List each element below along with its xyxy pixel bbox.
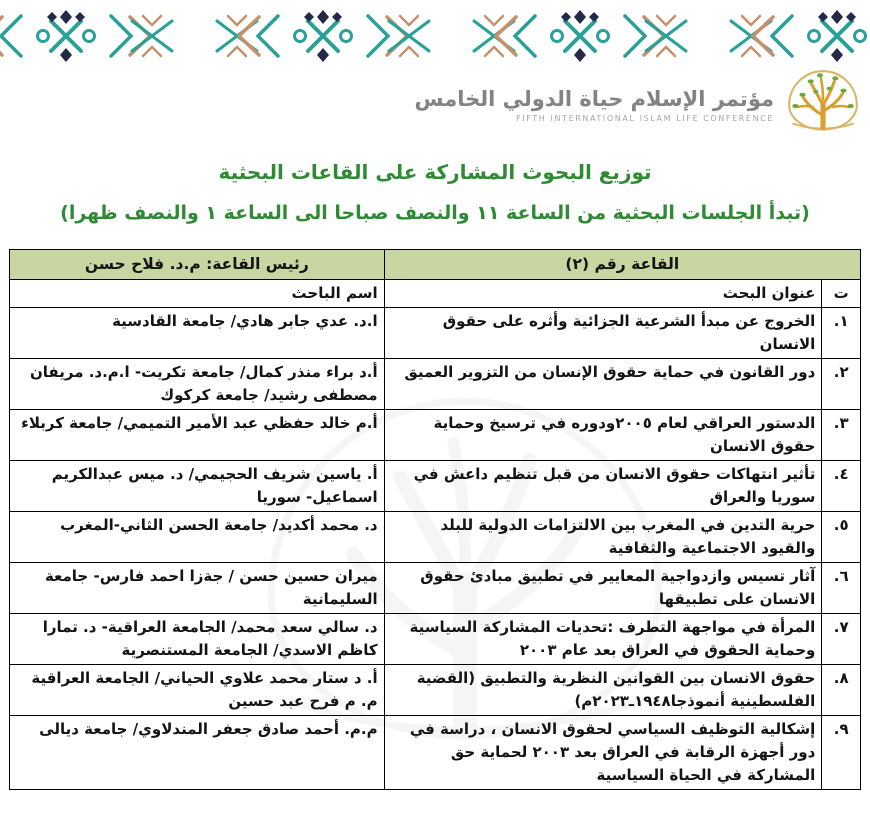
decorative-border-pattern bbox=[0, 6, 870, 64]
table-row bbox=[10, 563, 861, 614]
table-row bbox=[10, 512, 861, 563]
researcher-name: أ. ياسين شريف الحجيمي/ د. ميس عبدالكريم اسماعيل- سوريا bbox=[10, 461, 385, 512]
research-title: الخروج عن مبدأ الشرعية الجزائية وأثره على حقوق الانسان bbox=[384, 308, 822, 359]
room-header-row bbox=[10, 250, 861, 280]
row-number: ٤. bbox=[822, 461, 861, 512]
conference-name-english: FIFTH INTERNATIONAL ISLAM LIFE CONFERENCE bbox=[516, 114, 774, 124]
researcher-name: د. سالي سعد محمد/ الجامعة العراقية- د. تمارا كاظم الاسدي/ الجامعة المستنصرية bbox=[10, 614, 385, 665]
row-number: ٦. bbox=[822, 563, 861, 614]
researcher-name: ا.د. عدي جابر هادي/ جامعة القادسية bbox=[10, 308, 385, 359]
conference-name bbox=[415, 87, 774, 123]
room-number-header: القاعة رقم (٢) bbox=[384, 250, 860, 280]
row-number: ٧. bbox=[822, 614, 861, 665]
tree-logo-icon bbox=[782, 64, 864, 146]
table-row bbox=[10, 359, 861, 410]
research-title: الدستور العراقي لعام ٢٠٠٥ودوره في ترسيخ وحماية حقوق الانسان bbox=[384, 410, 822, 461]
row-number: ٢. bbox=[822, 359, 861, 410]
researcher-name: أ.د براء منذر كمال/ جامعة تكريت- ا.م.د. مريفان مصطفى رشيد/ جامعة كركوك bbox=[10, 359, 385, 410]
column-header-row bbox=[10, 280, 861, 308]
research-title: تأثير انتهاكات حقوق الانسان من قبل تنظيم داعش في سوريا والعراق bbox=[384, 461, 822, 512]
column-header-title: عنوان البحث bbox=[384, 280, 822, 308]
schedule-table bbox=[9, 249, 861, 790]
table-row bbox=[10, 665, 861, 716]
research-title: حرية التدين في المغرب بين الالتزامات الدولية للبلد والقيود الاجتماعية والثقافية bbox=[384, 512, 822, 563]
conference-logo-block bbox=[415, 64, 864, 146]
room-chair-header: رئيس القاعة: م.د. فلاح حسن bbox=[10, 250, 385, 280]
row-number: ٥. bbox=[822, 512, 861, 563]
researcher-name: د. محمد أكديد/ جامعة الحسن الثاني-المغرب bbox=[10, 512, 385, 563]
row-number: ١. bbox=[822, 308, 861, 359]
table-row bbox=[10, 410, 861, 461]
table-row bbox=[10, 308, 861, 359]
conference-name-arabic: مؤتمر الإسلام حياة الدولي الخامس bbox=[414, 86, 774, 111]
row-number: ٨. bbox=[822, 665, 861, 716]
page-title: توزيع البحوث المشاركة على القاعات البحثية bbox=[218, 160, 652, 184]
researcher-name: م.م. أحمد صادق جعفر المندلاوي/ جامعة ديالى bbox=[10, 716, 385, 790]
research-title: المرأة في مواجهة التطرف :تحديات المشاركة السياسية وحماية الحقوق في العراق بعد عام ٢٠٠٣ bbox=[384, 614, 822, 665]
table-row bbox=[10, 461, 861, 512]
column-header-no: ت bbox=[822, 280, 861, 308]
researcher-name: أ. د ستار محمد علاوي الحياني/ الجامعة العراقية م. م فرح عبد حسين bbox=[10, 665, 385, 716]
research-title: دور القانون في حماية حقوق الإنسان من التزوير العميق bbox=[384, 359, 822, 410]
table-row bbox=[10, 716, 861, 790]
researcher-name: أ.م خالد حفظي عبد الأمير التميمي/ جامعة كربلاء bbox=[10, 410, 385, 461]
research-title: إشكالية التوظيف السياسي لحقوق الانسان ، دراسة في دور أجهزة الرقابة في العراق بعد ٢٠٠٣ لحماية حق المشاركة في الحياة السياسية bbox=[384, 716, 822, 790]
researcher-name: ميران حسين حسن / جةزا احمد فارس- جامعة السليمانية bbox=[10, 563, 385, 614]
research-title: آثار تسيس وازدواجية المعايير في تطبيق مبادئ حقوق الانسان على تطبيقها bbox=[384, 563, 822, 614]
row-number: ٣. bbox=[822, 410, 861, 461]
column-header-researcher: اسم الباحث bbox=[10, 280, 385, 308]
research-title: حقوق الانسان بين القوانين النظرية والتطبيق (القضية الفلسطينية أنموذجا١٩٤٨ـ٢٠٢٣م) bbox=[384, 665, 822, 716]
schedule-table-wrapper bbox=[9, 249, 861, 790]
row-number: ٩. bbox=[822, 716, 861, 790]
page-subtitle: (تبدأ الجلسات البحثية من الساعة ١١ والنصف صباحا الى الساعة ١ والنصف ظهرا) bbox=[60, 202, 810, 224]
table-row bbox=[10, 614, 861, 665]
